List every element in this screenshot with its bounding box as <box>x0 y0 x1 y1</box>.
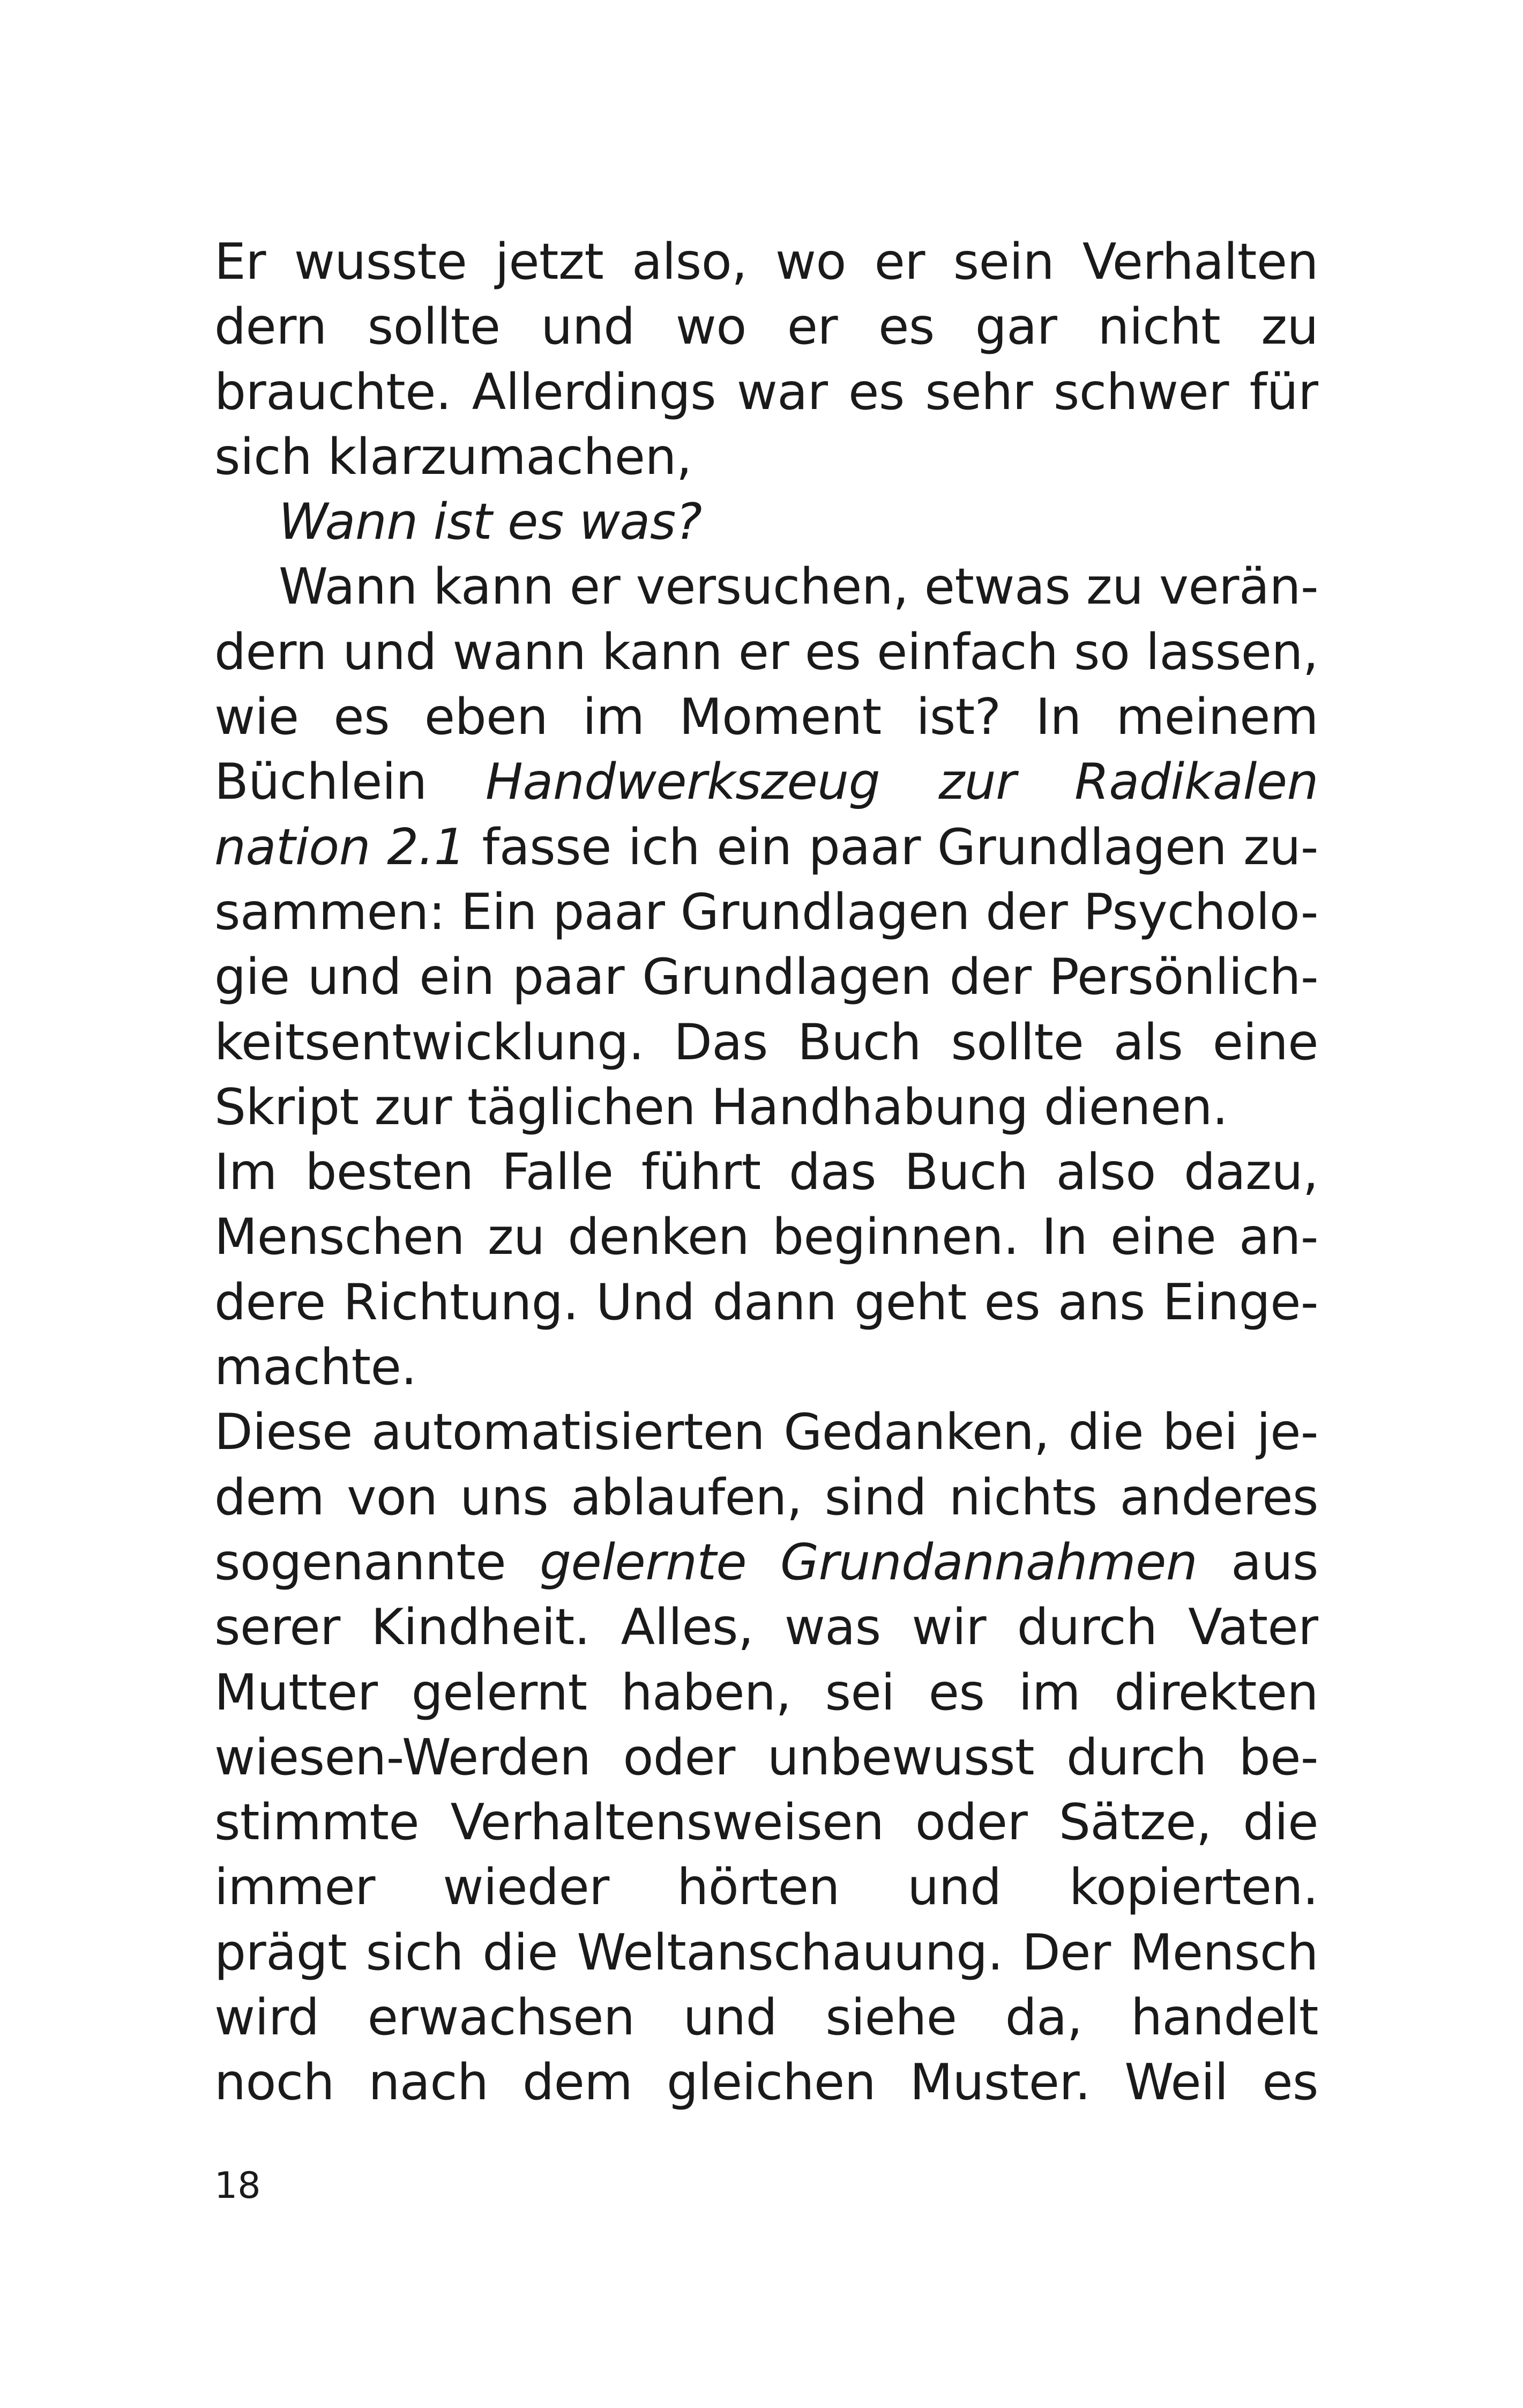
text-line <box>214 489 1318 554</box>
text-segment: wiesen-Werden oder unbewusst durch be- <box>214 1728 1318 1786</box>
text-line <box>214 749 1318 814</box>
text-segment: brauchte. Allerdings war es sehr schwer für <box>214 362 1318 421</box>
text-segment: gie und ein paar Grundlagen der Persönlich- <box>214 948 1318 1006</box>
text-segment: Mutter gelernt haben, sei es im direkten <box>214 1663 1318 1721</box>
text-segment: Skript zur täglichen Handhabung dienen. <box>214 1077 1228 1136</box>
text-line <box>214 1920 1318 1985</box>
text-segment: wird erwachsen und siehe da, handelt <box>214 1988 1318 2047</box>
text-segment: dern und wann kann er es einfach so lassen, <box>214 622 1318 681</box>
text-segment: Büchlein <box>214 753 486 811</box>
text-line <box>214 685 1318 749</box>
text-segment: Diese automatisierten Gedanken, die bei je- <box>214 1403 1318 1461</box>
text-segment: dern sollte und wo er es gar nicht zu <box>214 298 1318 356</box>
text-segment: immer wieder hörten und kopierten. <box>214 1858 1318 1916</box>
text-line <box>214 294 1318 359</box>
text-line <box>214 1140 1318 1205</box>
text-line <box>214 1985 1318 2050</box>
text-segment: noch nach dem gleichen Muster. Weil es <box>214 2053 1318 2112</box>
text-line <box>214 1010 1318 1075</box>
text-segment: Er wusste jetzt also, wo er sein Verhalten <box>214 233 1318 291</box>
text-segment: Im besten Falle führt das Buch also dazu, <box>214 1143 1318 1201</box>
text-segment: dem von uns ablaufen, sind nichts anderes <box>214 1468 1318 1526</box>
text-segment: fasse ich ein paar Grundlagen zu- <box>465 817 1318 876</box>
page-number: 18 <box>214 2165 261 2207</box>
text-line <box>214 945 1318 1009</box>
text-line <box>214 1530 1318 1595</box>
text-line <box>214 880 1318 945</box>
text-line <box>214 1790 1318 1855</box>
page-body-text <box>214 229 1318 2115</box>
text-segment: machte. <box>214 1338 417 1396</box>
text-line <box>214 815 1318 880</box>
text-line <box>214 1400 1318 1465</box>
text-line <box>214 1205 1318 1269</box>
text-segment: stimmte Verhaltensweisen oder Sätze, die <box>214 1793 1318 1852</box>
text-line <box>214 1335 1318 1400</box>
text-line <box>214 1855 1318 1920</box>
text-line <box>214 360 1318 425</box>
text-line <box>214 1270 1318 1335</box>
italic-text-segment: gelernte Grundannahmen <box>539 1533 1198 1591</box>
text-line <box>214 1465 1318 1530</box>
text-line <box>214 425 1318 489</box>
text-line <box>214 1725 1318 1790</box>
text-segment: serer Kindheit. Alles, was wir durch Vater <box>214 1598 1318 1656</box>
text-line <box>214 229 1318 294</box>
text-segment: sammen: Ein paar Grundlagen der Psycholo- <box>214 882 1318 941</box>
text-segment: wie es eben im Moment ist? In meinem <box>214 688 1318 746</box>
text-line <box>214 1660 1318 1725</box>
text-line <box>214 1075 1318 1140</box>
italic-text-segment: Handwerkszeug zur Radikalen <box>485 753 1318 811</box>
italic-text-segment: Wann ist es was? <box>279 493 702 551</box>
text-line <box>214 554 1318 619</box>
text-line <box>214 1595 1318 1660</box>
text-segment: sogenannte <box>214 1533 540 1591</box>
text-line <box>214 620 1318 685</box>
text-segment: sich klarzumachen, <box>214 427 692 486</box>
text-segment: prägt sich die Weltanschauung. Der Mensch <box>214 1923 1318 1981</box>
italic-text-segment: nation 2.1 <box>214 817 466 876</box>
text-line <box>214 2050 1318 2115</box>
text-segment: aus <box>1231 1533 1318 1591</box>
text-segment: Menschen zu denken beginnen. In eine an- <box>214 1208 1318 1266</box>
text-segment: Wann kann er versuchen, etwas zu verän- <box>279 558 1318 616</box>
text-segment: keitsentwicklung. Das Buch sollte als eine <box>214 1013 1318 1071</box>
text-segment: dere Richtung. Und dann geht es ans Einge- <box>214 1273 1318 1331</box>
